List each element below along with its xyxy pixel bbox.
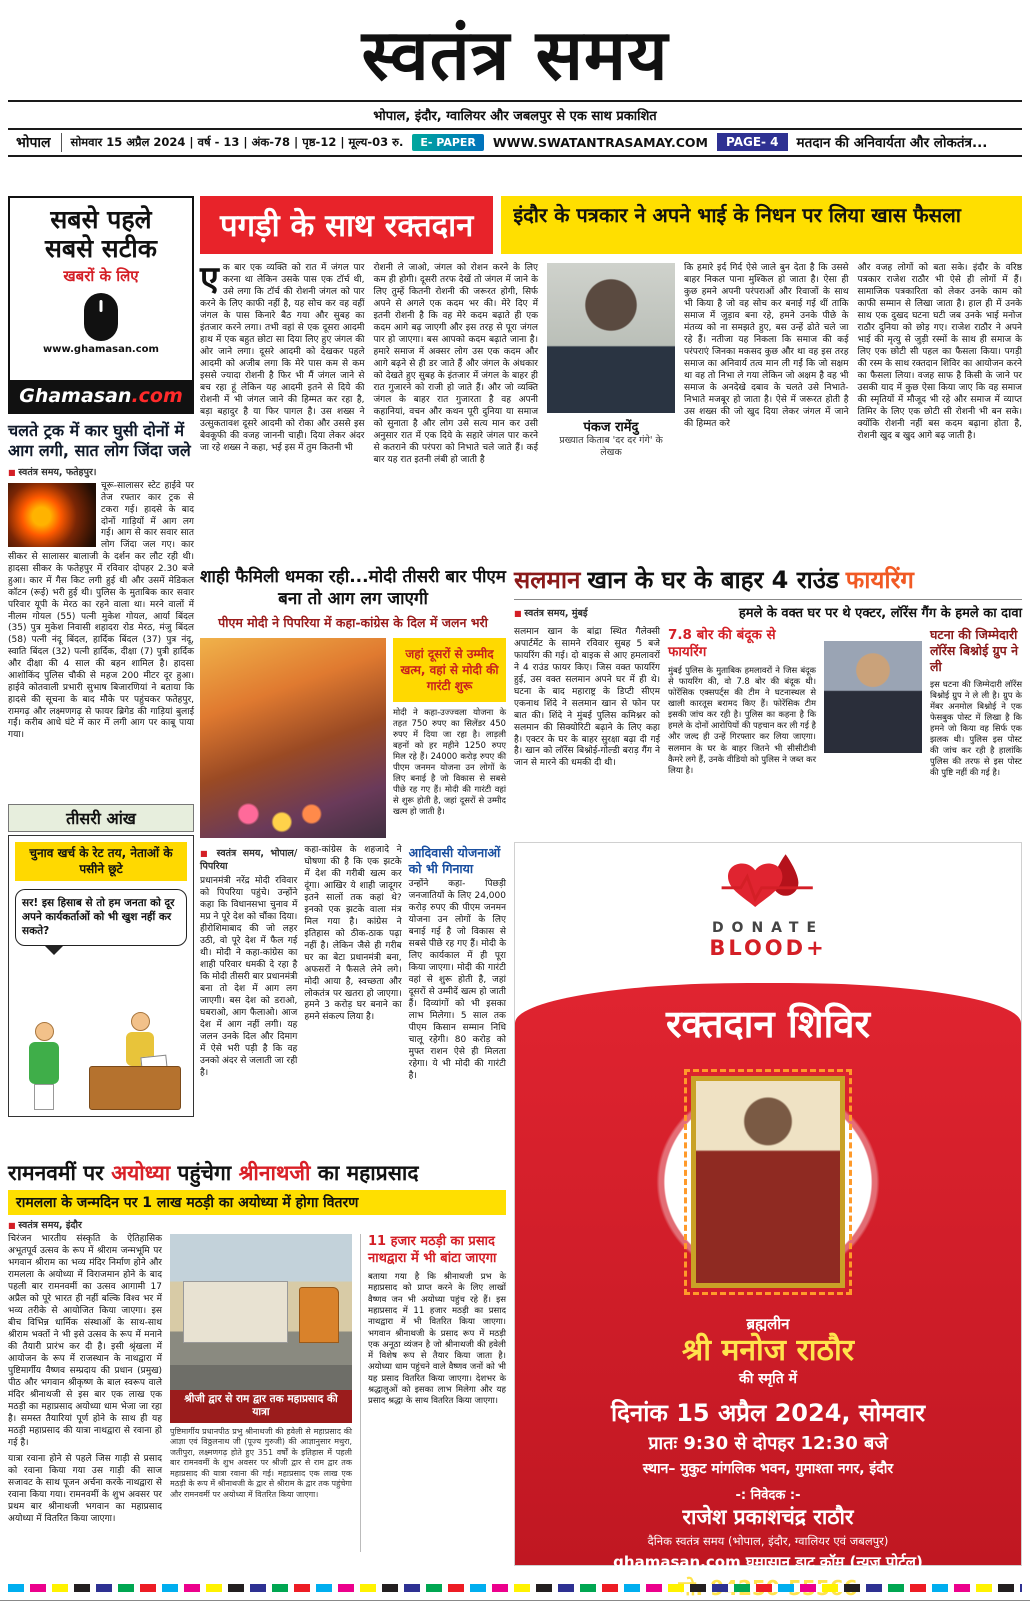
event-date: दिनांक 15 अप्रैल 2024, सोमवार <box>610 1398 926 1427</box>
pankaj-ramendu-photo <box>547 263 675 413</box>
ghamasan-url: www.ghamasan.com <box>43 343 159 355</box>
ghamasan-brand-tld: .com <box>131 385 183 407</box>
website-link[interactable]: WWW.SWATANTRASAMAY.COM <box>492 134 708 150</box>
ghamasan-ad <box>8 196 194 414</box>
mahaprasad-truck-photo <box>170 1234 352 1390</box>
modi-side-column <box>393 638 506 838</box>
manoj-rathore-photo <box>691 1076 845 1288</box>
computer-mouse-icon <box>84 293 118 341</box>
ad-red-panel <box>515 983 1021 1571</box>
cartoon-box <box>8 835 194 1117</box>
memorial-suffix: की स्मृति में <box>739 1370 797 1387</box>
lead-headline-banners <box>200 196 1022 254</box>
article-column <box>858 263 1023 549</box>
salman-subhead: हमले के वक्त घर पर थे एक्टर, लॉरेंस गैंग के हमले का दावा <box>738 606 1022 622</box>
article-column <box>200 259 365 549</box>
headline-part-red: सलमान <box>514 566 581 594</box>
lead-article-body <box>200 259 1022 549</box>
box-text: बताया गया है कि श्रीनाथजी प्रभ के महाप्रसाद को प्राप्त करने के लिए लाखों वैष्णव जन भी अयोध्या पहुंच रहे हैं। इस महाप्रसाद में 11 हजार मठड़ी का प्रसाद नाथद्वारा में भी वितरित किया जाएगा। भगवान श्रीनाथजी के प्रसाद रूप में मठड़ी एक अनूठा व्यंजन है जो श्रीनाथजी की हवेली में विशेष रूप से तैयार किया जाता है। अयोध्या धाम पहुंचने वाले वैष्णव जनों को भी यह प्रसाद वितरित किया जाएगा। देशभर के श्रद्धालुओं को इसका लाभ मिलेगा और यह प्रसाद श्रद्धा के साथ वितरित किया जाएगा। <box>368 1272 506 1407</box>
donate-blood-logo-block <box>515 843 1021 983</box>
modi-subhead: पीएम मोदी ने पिपरिया में कहा-कांग्रेस के दिल में जलन भरी <box>218 614 488 630</box>
cartoon-figure-standing <box>27 1022 61 1110</box>
column-text: उन्होंने कहा- पिछड़ी जनजातियों के लिए 24,000 करोड़ रुपए की पीएम जनमन योजना उन लोगों के लिए बनाई गई है जो विकास से सबसे पीछे रह गए हैं। मोदी के लिए कार्यकाल में ही पूरा किया जाएगा। मोदी की गारंटी वहां से शुरू होती है, जहां दूसरों से उम्मीदें खत्म हो जाती हैं। दिव्यांगों को भी इसका लाभ मिलेगा। 5 साल तक पीएम किसान सम्मान निधि चालू रहेगी। 80 करोड़ को मुफ्त राशन ऐसे ही मिलता रहेगा। ये भी मोदी की गारंटी है। <box>408 879 506 1081</box>
byline: ■ स्वतंत्र समय, फतेहपुर। <box>8 465 194 478</box>
truck-trailer-shape <box>183 1281 289 1343</box>
article-column <box>304 845 401 1139</box>
byline: ■ स्वतंत्र समय, इंदौर <box>8 1218 506 1231</box>
box-heading: घटना की जिम्मेदारी लॉरेंस बिश्नोई ग्रुप ने ली <box>930 626 1019 675</box>
third-eye-cartoon-section <box>8 804 194 1117</box>
salman-body-row <box>514 627 1022 823</box>
portal-line: ghamasan.com घमासान डाट कॉम (न्यूज पोर्टल) <box>613 1552 923 1571</box>
lead-article <box>200 196 1022 558</box>
column-text: कि हमारे इर्द गिर्द ऐसे जाले बुन देता है कि उससे बाहर निकल पाना मुश्किल हो जाता है। ऐसा ही कुछ हमने अपनी परंपराओं और रिवाजों के साथ भी किया है जो वह सोच कर बनाई गई थीं ताकि समाज में जुड़ाव बना रहे, हमने उनके पीछे के मंतव्य को ना समझते हुए, बस उन्हें ढोते चले जा रहे हैं। नतीजा यह निकला कि समाज की कई परंपराएं जिनका मकसद कुछ और था वह इस तरह समाज का अनिवार्य तत्व मान ली गईं कि जो सक्षम था वह तो निभा ले गया लेकिन जो अक्षम है वह भी समाज के अनदेखे दबाव के चलते उसे निभाते-निभाते मजबूर हो जाता है। ऐसे में जरूरत होती है उस शख्स की जो खुद दिया लेकर जंगल में जाने की हिम्मत करे <box>684 263 849 429</box>
byline: ■ स्वतंत्र समय, मुंबई <box>514 606 588 619</box>
box-heading: 11 हजार मठड़ी का प्रसाद नाथद्वारा में भी बांटा जाएगा <box>368 1234 497 1267</box>
figure-legs <box>34 1084 54 1110</box>
blood-camp-title: रक्तदान शिविर <box>665 1002 871 1046</box>
third-eye-title: तीसरी आंख <box>8 804 194 832</box>
photo-caption-sub: प्रख्यात किताब 'दर दर गंगे' के लेखक <box>559 435 663 459</box>
headline-part-red: अयोध्या <box>111 1161 171 1185</box>
modi-headline: शाही फैमिली धमका रही...मोदी तीसरी बार पीएम बना तो आग लग जाएगी <box>200 567 506 610</box>
ad-line-2: सबसे सटीक <box>45 233 157 263</box>
ramnavami-body-row <box>8 1234 506 1552</box>
ramnavami-subhead: रामलला के जन्मदिन पर 1 लाख मठड़ी का अयोध्या में होगा वितरण <box>8 1190 506 1215</box>
truck-fire-body <box>8 481 194 797</box>
photo-caption: श्रीजी द्वार से राम द्वार तक महाप्रसाद की यात्रा <box>170 1390 352 1422</box>
box-text: इस घटना की जिम्मेदारी लॉरेंस बिश्नोई ग्रुप ने ले ली है। ग्रुप के मेंबर अनमोल बिश्नोई ने एक फेसबुक पोस्ट में लिखा है कि हमने जो किया वह सिर्फ एक झलक थी। पुलिस इस पोस्ट की जांच कर रही है हालांकि पुलिस की तरफ से इस पोस्ट की पुष्टि नहीं की गई है। <box>930 678 1022 778</box>
column-text: रोशनी ले जाओ, जंगल को रोशन करने के लिए कम ही होगी। दूसरी तरफ देखें तो जंगल में जाने के लिए तुम्हें कितनी रोशनी की जरूरत होगी, सिर्फ अपने से अगले एक कदम भर की। मेरे दिए में इतनी रोशनी है कि वह मेरे कदम बढ़ाते ही एक कदम आगे बढ़ जाएगी और इस तरह से पूरा जंगल पार हो जाएगा। बस आपको कदम बढ़ाते जाना है। हमारे समाज में अक्सर लोग उस एक कदम और आगे बढ़ने से ही डर जाते हैं और जंगल के अंधकार को देखते हुए सुबह के इंतजार में जंगल के बाहर ही रात गुजारने को राजी हो जाते हैं। और जो व्यक्ति जंगल के बाहर रात गुजारता है वह अपनी कहानियां, वचन और कथन पूरी दुनिया या समाज को सुनाता है और लोग उसे सत्य मान कर उसी अनुसार रात में एक दिये के सहारे जंगल पार करने से कतराने की परंपरा को निभाते चले जाते हैं। कई बार यह रात इतनी लंबी हो जाती है <box>373 263 538 465</box>
masthead <box>0 0 1030 157</box>
figure-head <box>131 1012 150 1031</box>
requester-name: राजेश प्रकाशचंद्र राठौर <box>682 1504 854 1529</box>
salman-box-1 <box>668 627 816 823</box>
column-text: चिरंजन भारतीय संस्कृति के ऐतिहासिक अभूतपूर्व उत्सव के रूप में श्रीराम जन्मभूमि पर भगवान श्रीराम का भव्य मंदिर निर्माण होने और रामलला के अयोध्या में विराजमान होने के बाद पहली बार रामनवमीं का उत्सव आगामी 17 अप्रैल को पूरे भारत ही नहीं बल्कि विश्व भर में भव्य तरीके से आयोजित किया जाएगा। इस बीच विभिन्न धार्मिक संस्थाओं के साथ-साथ श्रीराम भक्तों ने भी इसे उत्सव के रूप में मनाने की तैयारी प्रारंभ कर दी है। इसी श्रृंखला में आयोजन के रूप में राजस्थान के नाथद्वारा में पुष्टिमार्गीय वैष्णव सम्प्रदाय की प्रधान (प्रमुख) पीठ और भगवान श्रीकृष्ण के बाल स्वरूप वाले मंदिर श्रीनाथजी से इस बार एक लाख एक मठड़ी का महाप्रसाद अयोध्या धाम भेजा जा रहा है। समस्त तैयारियां पूर्ण होने के साथ ही यह मठड़ी महाप्रसाद की यात्रा नाथद्वारा से रवाना हो गई है। <box>8 1234 162 1448</box>
ramnavami-headline <box>8 1160 506 1186</box>
article-column <box>374 263 539 549</box>
lead-headline-red: पगड़ी के साथ रक्तदान <box>200 196 493 254</box>
cartoon-caption: चुनाव खर्च के रेट तय, नेताओं के पसीने छूटे <box>15 842 187 881</box>
page-number-badge: PAGE- 4 <box>717 133 788 151</box>
road-shape <box>170 1365 352 1390</box>
car-fire-photo <box>8 483 96 547</box>
photo-sub-caption: पुष्टिमार्गीय प्रधानपीठ प्रभु श्रीनाथजी की हवेली से महाप्रसाद की आज्ञा एवं विठ्ठलनाथ जी (पूज्य गुरुजी) की आज्ञानुसार मथुरा, जतीपुरा, लक्ष्मणगढ़ होते हुए 351 वर्षों के इतिहास में पहली बार रामनवमीं के शुभ अवसर पर श्रीजी द्वार से राम द्वार तक महाप्रसाद की यात्रा रवाना की गई। महाप्रसाद एक लाख एक मठड़ी के रूप में श्रीनाथजी के द्वार से श्रीराम के द्वार तक पहुंचेगा और रामनवमीं पर अयोध्या में वितरित किया जाएगा। <box>170 1426 352 1499</box>
headline-part-red: श्रीनाथजी <box>238 1161 311 1185</box>
modi-side-note: मोदी ने कहा-उज्ज्वला योजना के तहत 750 रुपए का सिलेंडर 450 रुपए में दिया जा रहा है। लाड़ली बहनों को हर महीने 1250 रुपए मिल रहे हैं। 24000 करोड़ रुपए की पीएम जनमन योजना उन लोगों के लिए बनाई है जो विकास से सबसे पीछे रह गए हैं। मोदी की गारंटी वहां से शुरू होती है, जहां दूसरों से उम्मीद खत्म हो जाती है। <box>393 707 506 816</box>
ramnavami-photo-block <box>170 1234 352 1552</box>
salman-khan-photo <box>824 641 922 753</box>
modi-sub-subhead: आदिवासी योजनाओं को भी गिनाया <box>408 844 501 876</box>
article-column <box>409 845 506 1139</box>
author-photo-block <box>547 263 675 549</box>
column-text: यात्रा रवाना होने से पहले जिस गाड़ी से प्रसाद को रवाना किया गया उस गाड़ी की साज सजावट के साथ पूजन अर्चना करके नाथद्वारा से रवाना किया गया। रामनवमीं के शुभ अवसर पर प्रथम बार श्रीनाथजी भगवान का महाप्रसाद अयोध्या में वितरित किया जाएगा। <box>8 1453 162 1524</box>
memorial-name: श्री मनोज राठौर <box>681 1333 855 1368</box>
print-registration-strip <box>8 1584 1022 1592</box>
blood-donation-ad <box>514 842 1022 1571</box>
column-text: और वजह लोगों को बता सके। इंदौर के वरिष्ठ पत्रकार राजेश राठौर भी ऐसे ही लोगों में हैं। सामाजिक पत्रकारिता को लेकर उनके काम को काफी सम्मान से लिखा जाता है। हाल ही में उनके साथ एक दुखद घटना घटी जब उनके भाई मनोज राठौर दुनिया को छोड़ गए। राजेश राठौर ने अपने भाई की मृत्यु से जुड़ी रस्मों के साथ ही समाज के लिए एक छोटी सी पहल का फैसला किया। पगड़ी की रस्म के साथ रक्तदान शिविर का आयोजन करने का फैसला लिया। वजह साफ है किसी के जाने पर उसकी याद में कुछ ऐसा किया जाए कि वह समाज की स्मृतियों में मौजूद भी रहे और समाज में व्याप्त तिमिर के लिए एक छोटी सी रोशनी भी बन सके। क्योंकि रोशनी नहीं बस कदम बढ़ाना होता है, रोशनी खुद ब खुद आगे बढ़ जाती है। <box>857 263 1022 441</box>
figure-torso <box>29 1042 59 1084</box>
modi-photo <box>200 638 386 838</box>
photo-caption-name: पंकज रामेंदु <box>583 420 639 435</box>
article-column <box>200 845 297 1139</box>
salman-box-2 <box>930 627 1022 823</box>
article-column <box>514 627 660 823</box>
cartoon-desk <box>89 1066 181 1110</box>
headline-part: का महाप्रसाद <box>310 1161 419 1185</box>
salman-article <box>514 566 1022 838</box>
modi-highlight-box: जहां दूसरों से उम्मीद खत्म, वहां से मोदी की गारंटी शुरू <box>393 638 506 703</box>
drop-cap: ए <box>200 259 219 299</box>
headline-part: रामनवमीं पर <box>8 1161 112 1185</box>
event-time: प्रातः 9:30 से दोपहर 12:30 बजे <box>648 1432 888 1454</box>
requester-label: -: निवेदक :- <box>735 1487 801 1503</box>
memorial-photo-circle <box>625 1053 911 1311</box>
organisation-line: दैनिक स्वतंत्र समय (भोपाल, इंदौर, ग्वालियर एवं जबलपुर) <box>647 1533 889 1548</box>
masthead-subtitle: भोपाल, इंदौर, ग्वालियर और जबलपुर से एक साथ प्रकाशित <box>8 100 1022 128</box>
ramnavami-side-box <box>360 1234 506 1552</box>
ramnavami-article <box>8 1160 506 1564</box>
blood-label: BLOOD+ <box>709 936 827 960</box>
headline-part-black: खान के घर के बाहर 4 राउंड <box>587 566 839 594</box>
byline: ■ स्वतंत्र समय, भोपाल/पिपरिया <box>200 848 297 873</box>
salman-headline <box>514 566 1022 595</box>
headline-part-orange: फायरिंग <box>845 566 914 594</box>
truck-fire-headline: चलते ट्रक में कार घुसी दोनों में आग लगी, सात लोग जिंदा जले <box>8 421 191 461</box>
modi-text-row <box>200 845 506 1139</box>
truck-fire-article <box>8 421 194 797</box>
memorial-prefix: ब्रह्मलीन <box>746 1315 790 1333</box>
salman-meta-row <box>514 599 1022 622</box>
headline-part: पहुंचेगा <box>170 1161 239 1185</box>
figure-head <box>35 1022 54 1041</box>
dateline-bar <box>8 128 1022 157</box>
ghamasan-brand-band <box>10 380 192 412</box>
column-text: कहा-कांग्रेस के शहजादे ने घोषणा की है कि एक झटके में देश की गरीबी खत्म कर दूंगा। आखिर ये शाही जादूगर इतने सालों तक कहां थे? इनको एक झटके वाला मंत्र मिल गया है। कांग्रेस ने इतिहास को ठीक-ठाक पढ़ा नहीं है। लेकिन जैसे ही गरीब घर का बेटा प्रधानमंत्री बना, अफसरों ने फैसले लेने लगे। मोदी आया है, स्वच्छता और लोकतंत्र पर खतरा हो जाएगा। हमने 3 करोड़ घर बनाने का हमने संकल्प लिया है। <box>304 844 402 1023</box>
heart-blood-drop-ecg-icon <box>713 851 823 915</box>
modi-article <box>200 566 506 1152</box>
issue-info: सोमवार 15 अप्रैल 2024 | वर्ष - 13 | अंक-78 | पृष्ठ-12 | मूल्य-03 रु. <box>70 134 404 149</box>
edition-city: भोपाल <box>12 133 62 152</box>
column-text: क बार एक व्यक्ति को रात में जंगल पार करना था लेकिन उसके पास एक टॉर्च थी, उसे लगा कि टॉर्च की रोशनी जंगल को पार करने के लिए काफी नहीं है, यह सोच कर वह वहीं जंगल के पास किनारे बैठ गया और सुबह का इंतजार करने लगा। तभी वहां से एक दूसरा आदमी हाथ में एक बहुत छोटा सा दिया लिए हुए जंगल की ओर जाने लगा। दूसरे आदमी को देखकर पहले आदमी को अजीब लगा कि मेरे पास कम से कम इससे ज्यादा रोशनी है फिर भी मैं जंगल जाने से बच रहा हूं लेकिन यह आदमी इतने से दिये की रोशनी में भी जंगल जाने की हिम्मत कर रहा है, बड़ा बहादुर है या फिर पागल है। उस शख्स ने उत्सुकतावश दूसरे आदमी को रोका और उससे इस बेवकूफी की वजह जाननी चाही। दिया लेकर अंदर जा रहे शख्स ने कहा, भई इस में तुम कितनी भी <box>200 263 365 453</box>
article-column <box>684 263 849 549</box>
cartoon-drawing <box>15 1002 187 1110</box>
left-column <box>8 196 194 1117</box>
article-column <box>8 1234 162 1552</box>
truck-cab-shape <box>299 1287 339 1343</box>
modi-photo-row <box>200 638 506 838</box>
epaper-badge: E- PAPER <box>412 134 484 151</box>
donate-label: DONATE <box>711 920 825 936</box>
lead-headline-yellow: इंदौर के पत्रकार ने अपने भाई के निधन पर लिया खास फैसला <box>501 196 1022 254</box>
ticker-text: मतदान की अनिवार्यता और लोकतंत्र... <box>796 135 988 151</box>
ghamasan-brand: Ghamasan <box>19 385 132 407</box>
box-text: मुंबई पुलिस के मुताबिक हमलावरों ने जिस बंदूक से फायरिंग की, वो 7.8 बोर की बंदूक थी। फोरेंसिक एक्सपर्ट्स की टीम ने घटनास्थल से खाली कारतूस बरामद किए हैं। फोरेंसिक टीम इसकी जांच कर रही है। पुलिस का कहना है कि हमले के दोनों आरोपियों की पहचान कर ली गई है और जल्द ही उन्हें गिरफ्तार कर लिया जाएगा। सलमान के घर के बाहर जितने भी सीसीटीवी कैमरे लगे हैं, उनके वीडियो को पुलिस ने जब्त कर लिया है। <box>668 664 816 775</box>
ad-line-3: खबरों के लिए <box>63 266 139 285</box>
truck-fire-text: चूरू-सालासर स्टेट हाईवे पर तेज रफ्तार कार ट्रक से टकरा गई। हादसे के बाद दोनों गाड़ियों में आग लग गई। आग से कार सवार सात लोग जिंदा जल गए। कार सीकर से सालासर बालाजी के दर्शन कर लौट रही थी। हादसा सीकर के फतेहपुर में रविवार दोपहर 2.30 बजे हुआ। कार में गैस किट लगी हुई थी और उसमें मेडिकल कॉटन (रूई) भरी हुई थी। पुलिस के मुताबिक कार सवार परिवार यूपी के मेरठ का रहने वाला था। मरने वालों में नीलम गोयल (55) पत्नी मुकेश गोयल, आर्या बिंदल (35) पुत्र मुकेश निवासी शहादरा रोड मेरठ, मंजु बिंदल (58) पत्नी नंदू बिंदल, हार्दिक बिंदल (37) पुत्र नंदू, स्वाति बिंदल (32) पत्नी हार्दिक, दीक्षा (7) पुत्री हार्दिक और दीक्षा की 4 साल की बहन शामिल है। हादसा आशोकिंद पुलिस चौकी से महज 200 मीटर दूर हुआ। हाईवे कोतवाली प्रभारी सुभाष बिजारणियां ने बताया कि हादसे की सूचना के बाद मौके पर पहुंचकर फतेहपुर, रामगढ़ और लक्ष्मणगढ़ से फायर ब्रिगेड की गाड़ियां बुलाई गईं। करीब आधे घंटे में कार में लगी आग पर काबू पाया गया। <box>8 480 194 741</box>
cartoon-speech-bubble: सर! इस हिसाब से तो हम जनता को दूर अपने कार्यकर्ताओं को भी खुश नहीं कर सकते? <box>15 889 187 946</box>
column-text: सलमान खान के बांद्रा स्थित गैलेक्सी अपार्टमेंट के सामने रविवार सुबह 5 बजे फायरिंग की गई। दो बाइक से आए हमलावरों ने 4 राउंड फायर किए। जिस वक्त फायरिंग हुई, उस वक्त सलमान अपने घर में ही थे। घटना के बाद महाराष्ट्र के डिप्टी सीएम एकनाथ शिंदे ने सलमान खान से फोन पर बात की। शिंदे ने मुंबई पुलिस कमिश्नर को सलमान की सिक्योरिटी बढ़ाने के लिए कहा है। एक्टर के घर के बाहर सुरक्षा बढ़ा दी गई है। खान को लॉरेंस बिश्नोई-गोल्डी बराड़ गैंग ने जान से मारने की धमकी दी थी। <box>514 626 660 769</box>
box-heading: 7.8 बोर की बंदूक से फायरिंग <box>668 626 776 661</box>
ad-line-1: सबसे पहले <box>50 205 152 234</box>
column-text: प्रधानमंत्री नरेंद्र मोदी रविवार को पिपरिया पहुंचे। उन्होंने कहा कि विधानसभा चुनाव में मप्र ने पूरे देश को चौंका दिया। हीरोशिमाबाद की जो लहर उठी, वो पूरे देश में फैल गई थी। मोदी ने कहा-कांग्रेस का शाही परिवार धमकी दे रहा है कि मोदी तीसरी बार प्रधानमंत्री बना तो देश में आग लग जाएगी। बस देश को डराओ, घबराओ, आग फैलाओ। आज देश में आग नहीं लगी। यह जलन उनके दिल और दिमाग में ऐसे भरी पड़ी है कि वह उनको अंदर से जलाती जा रही है। <box>200 876 298 1078</box>
newspaper-title: स्वतंत्र समय <box>361 13 669 96</box>
event-venue: स्थान– मुकुट मांगलिक भवन, गुमाश्ता नगर, इंदौर <box>642 1460 894 1477</box>
